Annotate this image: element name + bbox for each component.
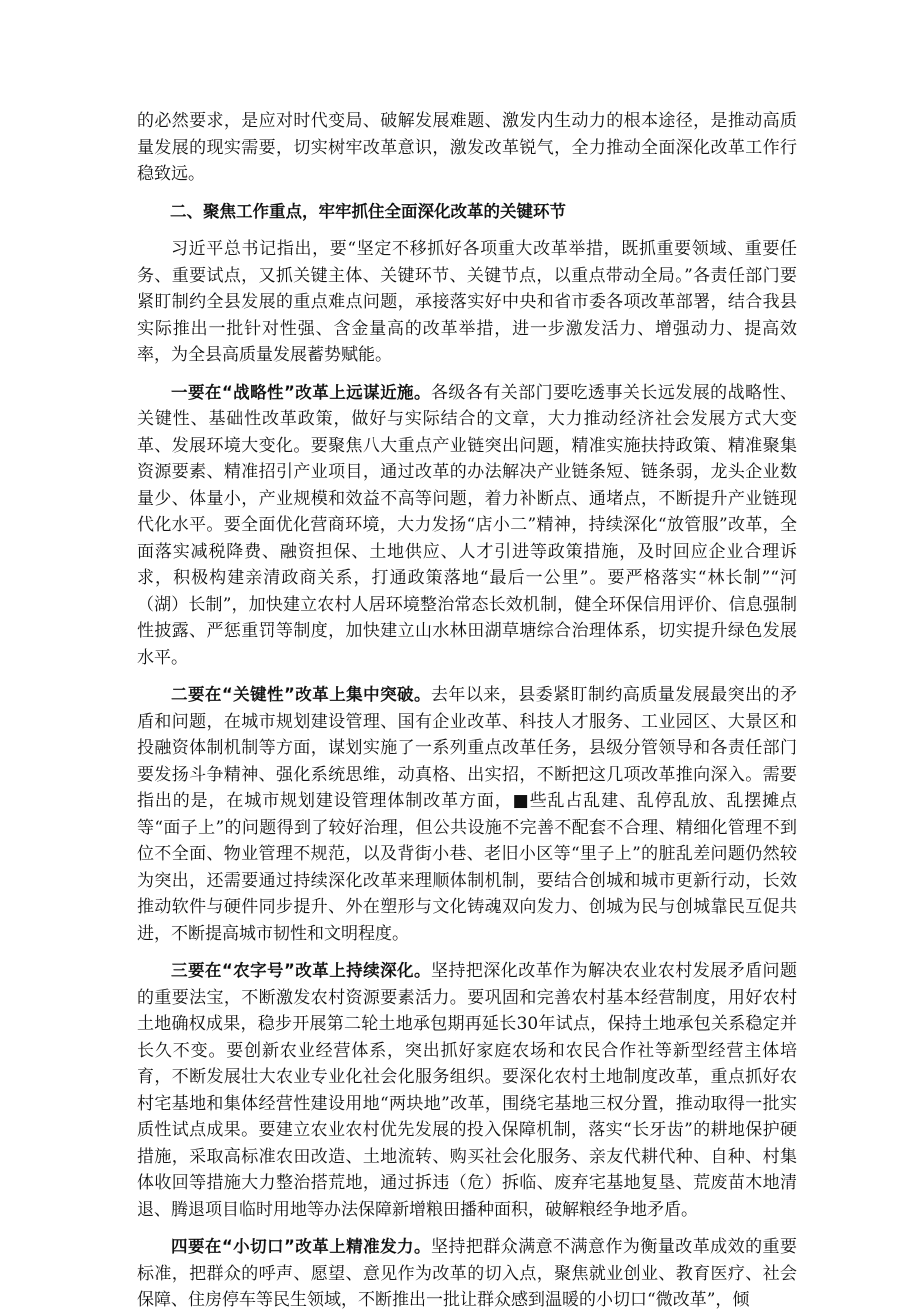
section-heading: 二、聚焦工作重点，牢牢抓住全面深化改革的关键环节 [170, 201, 566, 221]
paragraph-key [137, 682, 797, 947]
paragraph-body: 坚持把群众满意不满意作为衡量改革成效的重要标准，把群众的呼声、愿望、意见作为改革的切入点，聚焦就业创业、教育医疗、社会保障、住房停车等民生领域，不断推出一批让群众感到温暖的小切口“微改革”，倾 [137, 1237, 797, 1310]
paragraph-body: 各级各有关部门要吃透事关长远发展的战略性、关键性、基础性改革政策，做好与实际结合的文章，大力推动经济社会发展方式大变革、发展环境大变化。要聚焦八大重点产业链突出问题，精准实施扶持政策、精准聚集资源要素、精准招引产业项目，通过改革的办法解决产业链条短、链条弱，龙头企业数量少、体量小，产业规模和效益不高等问题，着力补断点、通堵点，不断提升产业链现代化水平。要全面优化营商环境，大力发扬“店小二”精神，持续深化“放管服”改革，全面落实减税降费、融资担保、土地供应、人才引进等政策措施，及时回应企业合理诉求，积极构建亲清政商关系，打通政策落地“最后一公里”。要严格落实“林长制”“河（湖）长制”，加快建立农村人居环境整治常态长效机制，健全环保信用评价、信息强制性披露、严惩重罚等制度，加快建立山水林田湖草塘综合治理体系，切实提升绿色发展水平。 [137, 382, 797, 668]
paragraph-lead: 一要在“战略性”改革上远谋近施。 [171, 382, 431, 402]
paragraph-strategic [137, 380, 797, 672]
paragraph-body: 坚持把深化改革作为解决农业农村发展矛盾问题的重要法宝，不断激发农村资源要素活力。要巩固和完善农村基本经营制度，用好农村土地确权成果，稳步开展第二轮土地承包期再延长30年试点，保持土地承包关系稳定并长久不变。要创新农业经营体系，突出抓好家庭农场和农民合作社等新型经营主体培育，不断发展壮大农业专业化社会化服务组织。要深化农村土地制度改革，重点抓好农村宅基地和集体经营性建设用地“两块地”改革，围绕宅基地三权分置，推动取得一批实质性试点成果。要建立农业农村优先发展的投入保障机制，落实“长牙齿”的耕地保护硬措施，采取高标准农田改造、土地流转、购买社会化服务、亲友代耕代种、自种、村集体收回等措施大力整治搭荒地，通过拆违（危）拆临、废弃宅基地复垦、荒废苗木地清退、腾退项目临时用地等办法保障新增粮田播种面积，破解粮经争地矛盾。 [137, 961, 797, 1220]
paragraph-agriculture [137, 958, 797, 1223]
paragraph-intro: 习近平总书记指出，要“坚定不移抓好各项重大改革举措，既抓重要领域、重要任务、重要试点，又抓关键主体、关键环节、关键节点，以重点带动全局。”各责任部门要紧盯制约全县发展的重点难点问题，承接落实好中央和省市委各项改革部署，结合我县实际推出一批针对性强、含金量高的改革举措，进一步激发活力、增强动力、提高效率，为全县高质量发展蓄势赋能。 [137, 239, 797, 365]
paragraph-small-reform [137, 1234, 797, 1314]
paragraph-lead: 四要在“小切口”改革上精准发力。 [171, 1237, 431, 1256]
document-page [137, 108, 797, 1314]
paragraph-lead: 二要在“关键性”改革上集中突破。 [171, 685, 431, 704]
paragraph-continued: 的必然要求，是应对时代变局、破解发展难题、激发内生动力的根本途径，是推动高质量发展的现实需要，切实树牢改革意识，激发改革锐气，全力推动全面深化改革工作行稳致远。 [137, 111, 797, 184]
paragraph-body: 去年以来，县委紧盯制约高质量发展最突出的矛盾和问题，在城市规划建设管理、国有企业改革、科技人才服务、工业园区、大景区和投融资体制机制等方面，谋划实施了一系列重点改革任务，县级分管领导和各责任部门要发扬斗争精神、强化系统思维，动真格、出实招，不断把这几项改革推向深入。需要指出的是，在城市规划建设管理体制改革方面，■些乱占乱建、乱停乱放、乱摆摊点等“面子上”的问题得到了较好治理，但公共设施不完善不配套不合理、精细化管理不到位不全面、物业管理不规范，以及背街小巷、老旧小区等“里子上”的脏乱差问题仍然较为突出，还需要通过持续深化改革来理顺体制机制，要结合创城和城市更新行动，长效推动软件与硬件同步提升、外在塑形与文化铸魂双向发力、创城为民与创城靠民互促共进，不断提高城市韧性和文明程度。 [137, 685, 797, 944]
paragraph-lead: 三要在“农字号”改革上持续深化。 [171, 961, 431, 980]
